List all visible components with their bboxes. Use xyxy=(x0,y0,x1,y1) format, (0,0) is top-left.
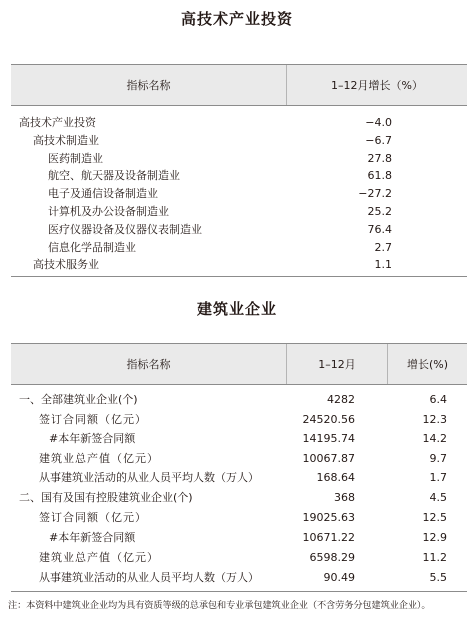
row-growth: 11.2 xyxy=(422,551,447,564)
footnote: 注：本资料中建筑业企业均为具有资质等级的总承包和专业承包建筑业企业（不含劳务分包建筑业企业）。 xyxy=(8,600,431,611)
table-row xyxy=(11,548,467,567)
row-value: 10067.87 xyxy=(302,451,355,465)
row-label: 高技术产业投资 xyxy=(19,116,96,129)
table-row xyxy=(11,468,467,487)
table1-col-name: 指标名称 xyxy=(126,79,171,92)
table-row xyxy=(11,528,467,547)
table-row xyxy=(11,203,467,221)
table2-title: 建筑业企业 xyxy=(196,300,277,318)
row-label: 建筑业总产值（亿元） xyxy=(39,451,159,465)
table1-title: 高技术产业投资 xyxy=(180,10,293,28)
row-growth: 1.7 xyxy=(429,471,447,484)
row-label: 签订合同额（亿元） xyxy=(39,412,147,426)
table-row xyxy=(11,114,467,132)
table-row xyxy=(11,508,467,527)
row-label: 从事建筑业活动的从业人员平均人数（万人） xyxy=(39,571,259,584)
row-value: 90.49 xyxy=(323,571,355,584)
row-label: 建筑业总产值（亿元） xyxy=(39,551,159,564)
row-label: 一、全部建筑业企业(个) xyxy=(19,393,138,406)
table2-col-name: 指标名称 xyxy=(126,358,171,371)
row-label: 航空、航天器及设备制造业 xyxy=(48,169,180,183)
row-value: −4.0 xyxy=(365,116,392,129)
row-growth: 5.5 xyxy=(429,571,447,584)
row-value: −6.7 xyxy=(365,133,392,147)
row-value: 4282 xyxy=(327,393,355,406)
table-row xyxy=(11,449,467,468)
row-value: 368 xyxy=(334,490,355,504)
table2-header xyxy=(11,343,467,385)
row-label: 计算机及办公设备制造业 xyxy=(48,205,169,218)
table1-header xyxy=(11,64,467,106)
row-label: 电子及通信设备制造业 xyxy=(48,187,158,201)
row-growth: 14.2 xyxy=(422,432,447,445)
row-growth: 9.7 xyxy=(429,451,447,465)
row-growth: 12.5 xyxy=(422,511,447,524)
row-value: 25.2 xyxy=(367,205,392,218)
row-value: 6598.29 xyxy=(309,551,355,564)
table-row xyxy=(11,167,467,185)
row-label: 签订合同额（亿元） xyxy=(39,511,147,524)
table-row xyxy=(11,185,467,203)
row-value: 2.7 xyxy=(374,240,392,254)
row-label: #本年新签合同额 xyxy=(49,432,136,445)
row-value: 10671.22 xyxy=(302,531,355,544)
row-label: 高技术服务业 xyxy=(33,258,99,272)
row-growth: 12.3 xyxy=(422,412,447,426)
table-row xyxy=(11,568,467,587)
row-label: 高技术制造业 xyxy=(33,133,99,147)
row-label: 医药制造业 xyxy=(48,151,103,165)
table-row xyxy=(11,150,467,168)
row-value: 168.64 xyxy=(316,471,355,484)
row-value: −27.2 xyxy=(358,187,392,201)
table1-col-growth: 1–12月增长（%） xyxy=(331,79,423,92)
table1-bottom-rule xyxy=(11,276,467,277)
table-row xyxy=(11,429,467,448)
table-row xyxy=(11,390,467,409)
row-value: 14195.74 xyxy=(302,432,355,445)
row-label: 从事建筑业活动的从业人员平均人数（万人） xyxy=(39,471,259,484)
row-value: 1.1 xyxy=(374,258,392,272)
row-value: 27.8 xyxy=(367,151,392,165)
table-row xyxy=(11,488,467,507)
table2-col-period: 1–12月 xyxy=(318,358,356,371)
row-label: #本年新签合同额 xyxy=(49,531,136,544)
table-row xyxy=(11,410,467,429)
row-label: 信息化学品制造业 xyxy=(48,240,136,254)
table-row xyxy=(11,132,467,150)
row-label: 二、国有及国有控股建筑业企业(个) xyxy=(19,490,193,504)
table-row xyxy=(11,256,467,274)
row-growth: 6.4 xyxy=(429,393,447,406)
row-label: 医疗仪器设备及仪器仪表制造业 xyxy=(48,222,202,236)
table-row xyxy=(11,221,467,239)
row-growth: 4.5 xyxy=(429,490,447,504)
row-value: 19025.63 xyxy=(302,511,355,524)
row-value: 61.8 xyxy=(367,169,392,183)
table-row xyxy=(11,239,467,257)
table2-bottom-rule xyxy=(11,591,467,592)
table2-col-growth: 增长(%) xyxy=(406,358,449,371)
row-value: 24520.56 xyxy=(302,412,355,426)
row-growth: 12.9 xyxy=(422,531,447,544)
row-value: 76.4 xyxy=(367,222,392,236)
